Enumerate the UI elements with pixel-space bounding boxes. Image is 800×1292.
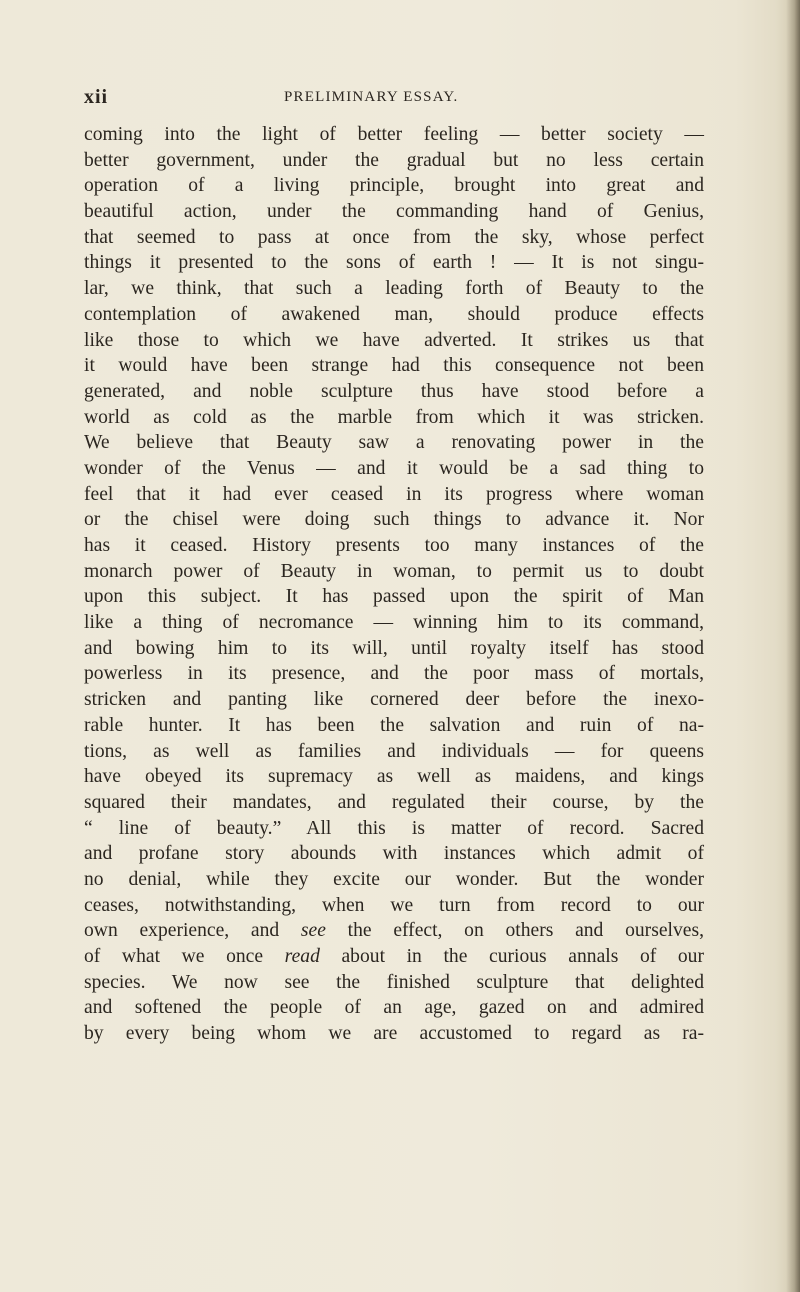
text-line: powerless in its presence, and the poor mass of mortals, <box>84 663 704 685</box>
text-line: things it presented to the sons of earth ! — It is not singu- <box>84 252 704 274</box>
text-line: rable hunter. It has been the salvation and ruin of na- <box>84 714 704 736</box>
text-line: upon this subject. It has passed upon the spirit of Man <box>84 586 704 608</box>
text-line: operation of a living principle, brought into great and <box>84 175 704 197</box>
text-line: have obeyed its supremacy as well as maidens, and kings <box>84 766 704 788</box>
text-segment: the effect, on others and ourselves, <box>325 920 704 942</box>
text-line: contemplation of awakened man, should produce effects <box>84 303 704 325</box>
page-number: xii <box>84 86 109 108</box>
text-segment: about in the curious annals of our <box>319 946 704 967</box>
text-line: tions, as well as families and individuals — for queens <box>84 740 704 762</box>
text-line: it would have been strange had this consequence not been <box>84 355 704 377</box>
text-line: ceases, notwithstanding, when we turn from record to our <box>84 894 704 916</box>
page-edge-shadow <box>786 0 800 1292</box>
text-line: lar, we think, that such a leading forth of Beauty to the <box>84 278 704 300</box>
text-line: species. We now see the finished sculpture that delighted <box>84 971 704 993</box>
text-line: coming into the light of better feeling — better society — <box>84 124 704 145</box>
text-line: world as cold as the marble from which it was stricken. <box>84 406 704 428</box>
text-line: better government, under the gradual but no less certain <box>84 149 704 171</box>
text-line: has it ceased. History presents too many instances of the <box>84 535 704 556</box>
text-line-with-emphasis <box>84 918 704 944</box>
text-segment: own experience, and <box>84 920 301 942</box>
text-line: and softened the people of an age, gazed on and admired <box>84 997 704 1019</box>
text-line: wonder of the Venus — and it would be a sad thing to <box>84 457 704 479</box>
text-line: stricken and panting like cornered deer before the inexo- <box>84 689 704 711</box>
text-line: or the chisel were doing such things to advance it. Nor <box>84 509 704 531</box>
text-line: like those to which we have adverted. It strikes us that <box>84 329 704 351</box>
text-line: We believe that Beauty saw a renovating power in the <box>84 432 704 454</box>
text-line: by every being whom we are accustomed to regard as ra- <box>84 1023 704 1045</box>
essay-text <box>84 122 704 1047</box>
emphasized-word: read <box>284 946 320 967</box>
page-header <box>84 86 702 114</box>
text-line: and bowing him to its will, until royalty itself has stood <box>84 637 704 659</box>
running-head: PRELIMINARY ESSAY. <box>284 89 459 105</box>
text-line: no denial, while they excite our wonder. But the wonder <box>84 868 704 890</box>
text-segment: of what we once <box>84 946 285 967</box>
text-line: feel that it had ever ceased in its progress where woman <box>84 483 704 505</box>
text-line: beautiful action, under the commanding hand of Genius, <box>84 201 704 223</box>
text-line: like a thing of necromance — winning him to its command, <box>84 612 704 634</box>
emphasized-word: see <box>300 920 326 942</box>
text-line: “ line of beauty.” All this is matter of record. Sacred <box>84 817 704 839</box>
text-line-with-emphasis <box>84 944 704 970</box>
text-line: squared their mandates, and regulated their course, by the <box>84 791 704 813</box>
text-line: generated, and noble sculpture thus have stood before a <box>84 380 704 402</box>
text-line: and profane story abounds with instances which admit of <box>84 843 704 865</box>
text-line: that seemed to pass at once from the sky, whose perfect <box>84 226 704 248</box>
text-line: monarch power of Beauty in woman, to permit us to doubt <box>84 560 704 582</box>
